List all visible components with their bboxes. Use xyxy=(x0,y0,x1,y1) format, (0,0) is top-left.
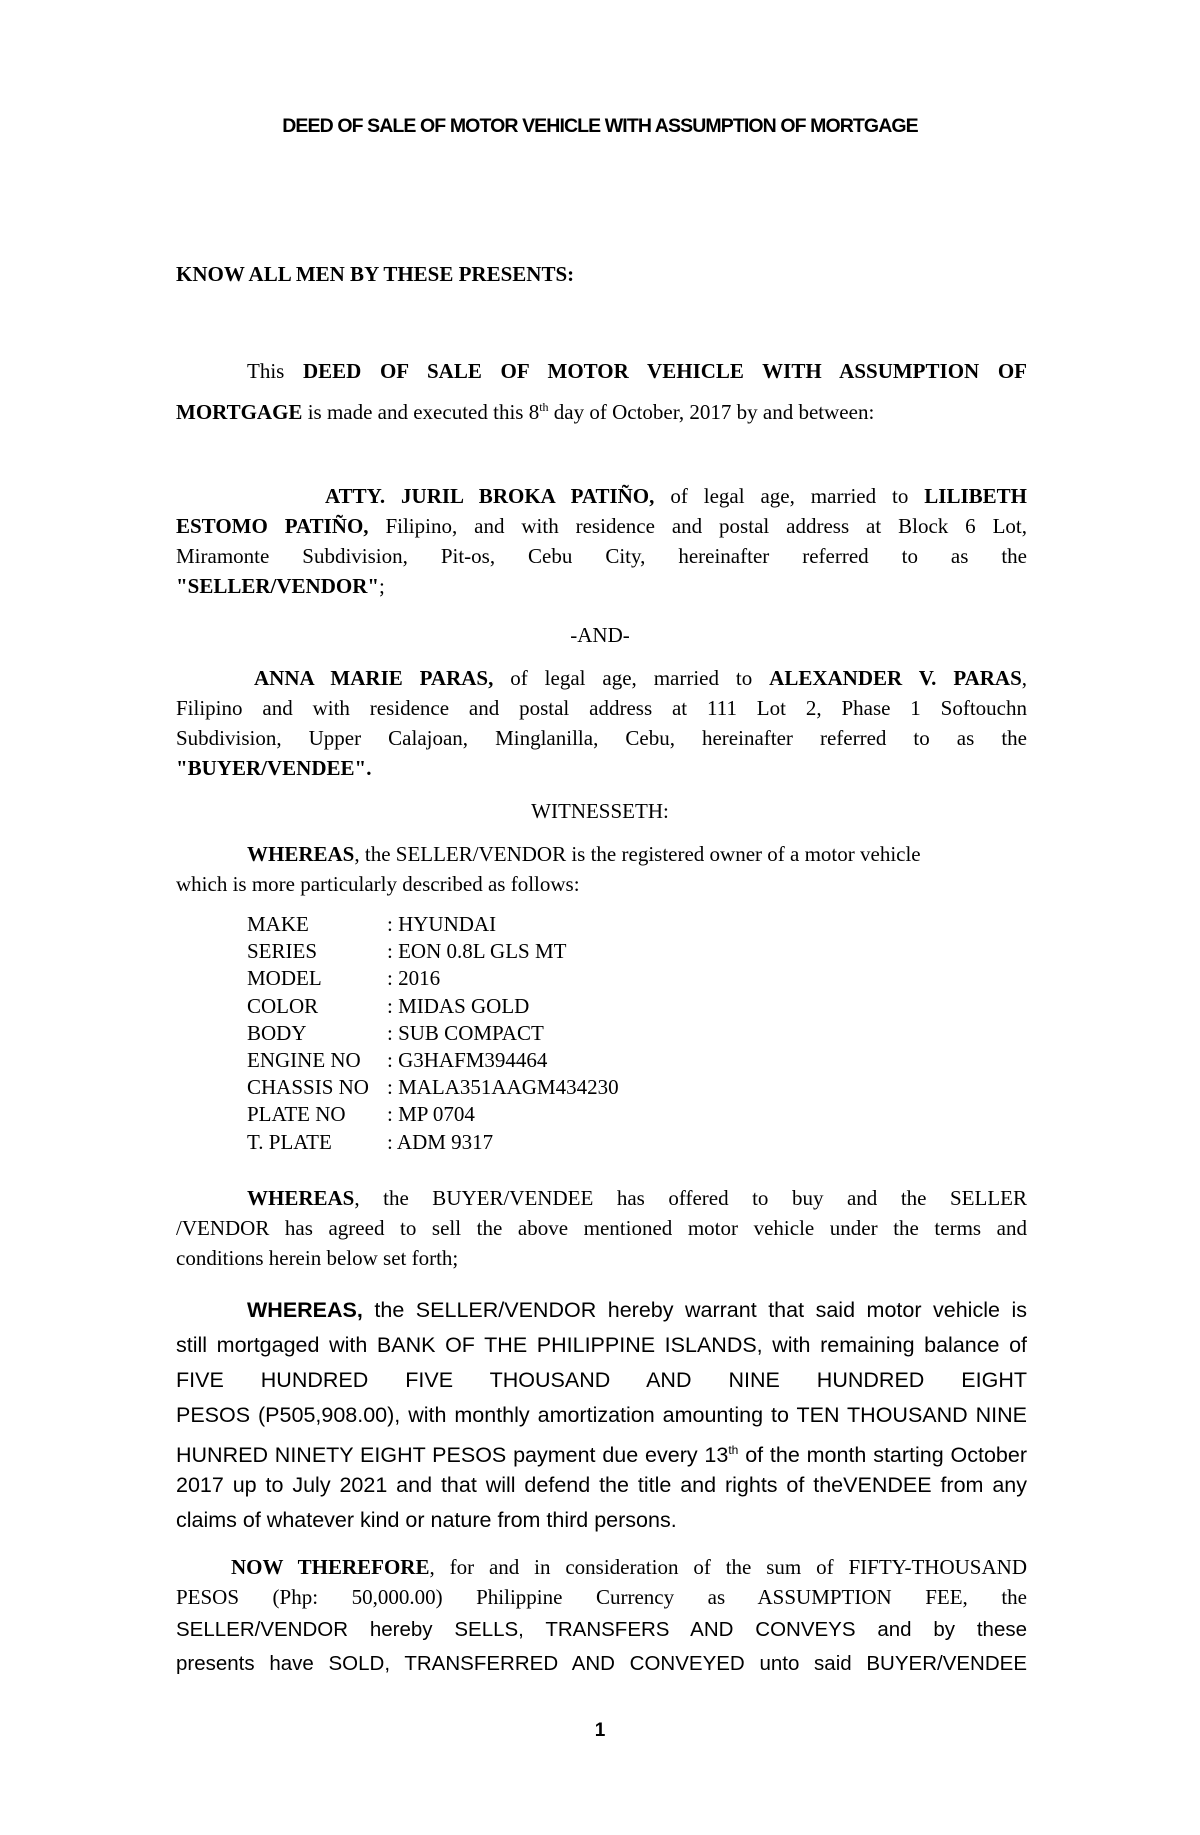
now-therefore-line-4: presents have SOLD, TRANSFERRED AND CONVEYED unto said BUYER/VENDEE xyxy=(176,1652,1027,1675)
spec-key: ENGINE NO xyxy=(247,1048,361,1073)
intro-line-1 xyxy=(247,356,1027,386)
page-number: 1 xyxy=(594,1720,606,1741)
spec-value: : MALA351AAGM434230 xyxy=(387,1075,619,1100)
seller-of-age: of legal age, married to xyxy=(670,484,909,508)
seller-address: Filipino, and with residence and postal address at Block 6 Lot, xyxy=(385,514,1028,538)
spec-row xyxy=(247,1074,619,1101)
spec-key: BODY xyxy=(247,1020,307,1045)
whereas-2-line-2: /VENDOR has agreed to sell the above mentioned motor vehicle under the terms and xyxy=(176,1216,1027,1240)
spec-value: : MIDAS GOLD xyxy=(387,993,530,1018)
seller-line-3: Miramonte Subdivision, Pit-os, Cebu City, hereinafter referred to as the xyxy=(176,544,1027,568)
spec-row xyxy=(247,965,619,992)
now-therefore-line-2: PESOS (Php: 50,000.00) Philippine Currency as ASSUMPTION FEE, the xyxy=(176,1585,1027,1609)
whereas-2-line-1 xyxy=(247,1183,1027,1213)
buyer-line-4 xyxy=(176,753,371,783)
seller-spouse: LILIBETH xyxy=(924,484,1028,508)
seller-line-4 xyxy=(176,571,385,601)
whereas-3-text: the SELLER/VENDOR hereby warrant that said motor vehicle is xyxy=(374,1298,1027,1322)
spec-row xyxy=(247,1129,619,1156)
spec-value: : SUB COMPACT xyxy=(387,1020,544,1045)
witnesseth-heading: WITNESSETH: xyxy=(531,799,669,823)
spec-key: MAKE xyxy=(247,912,309,936)
intro-made: is made and executed this 8 xyxy=(307,400,540,424)
whereas-3-line-1 xyxy=(247,1293,1027,1328)
spec-row xyxy=(247,1047,619,1074)
whereas-3-line-4: PESOS (P505,908.00), with monthly amortization amounting to TEN THOUSAND NINE xyxy=(176,1403,1027,1427)
spec-row xyxy=(247,993,619,1020)
spec-key: PLATE NO xyxy=(247,1102,346,1127)
spec-key: SERIES xyxy=(247,939,318,964)
whereas-2-text: , the BUYER/VENDEE has offered to buy and the SELLER xyxy=(354,1186,1027,1210)
salutation: KNOW ALL MEN BY THESE PRESENTS: xyxy=(176,262,575,286)
whereas-2-lead: WHEREAS xyxy=(247,1186,355,1210)
deed-name-cont: MORTGAGE xyxy=(176,400,303,424)
whereas-1-text: , the SELLER/VENDOR is the registered owner of a motor vehicle xyxy=(354,842,921,866)
buyer-spouse: ALEXANDER V. PARAS xyxy=(769,666,1022,690)
spec-row xyxy=(247,938,619,965)
seller-line-2 xyxy=(176,511,1027,541)
now-therefore-text: , for and in consideration of the sum of FIFTY-THOUSAND xyxy=(429,1555,1027,1579)
whereas-3-line-6: 2017 up to July 2021 and that will defend the title and rights of theVENDEE from any xyxy=(176,1473,1027,1497)
document-title: DEED OF SALE OF MOTOR VEHICLE WITH ASSUMPTION OF MORTGAGE xyxy=(282,115,918,137)
whereas-1-lead: WHEREAS xyxy=(247,842,355,866)
buyer-comma: , xyxy=(1021,666,1028,690)
whereas-3-line-5a: HUNRED NINETY EIGHT PESOS payment due every 13 xyxy=(176,1443,729,1468)
spec-value: : G3HAFM394464 xyxy=(387,1048,548,1073)
seller-role-end: ; xyxy=(379,574,385,598)
seller-spouse-cont: ESTOMO PATIÑO, xyxy=(176,514,369,538)
seller-name: ATTY. JURIL BROKA PATIÑO, xyxy=(325,484,655,508)
spec-key: MODEL xyxy=(247,966,322,991)
spec-row xyxy=(247,1101,619,1128)
now-therefore-lead: NOW THEREFORE xyxy=(231,1555,430,1579)
whereas-3-line-7: claims of whatever kind or nature from third persons. xyxy=(176,1508,677,1532)
spec-value: : ADM 9317 xyxy=(387,1129,494,1154)
buyer-of-age: of legal age, married to xyxy=(510,666,753,690)
spec-key: T. PLATE xyxy=(247,1129,332,1154)
buyer-line-3: Subdivision, Upper Calajoan, Minglanilla, Cebu, hereinafter referred to as the xyxy=(176,726,1027,750)
whereas-1-line-2: which is more particularly described as follows: xyxy=(176,872,580,896)
and-separator: -AND- xyxy=(570,623,630,647)
whereas-3-line-5b: of the month starting October xyxy=(745,1443,1027,1468)
now-therefore-line-3: SELLER/VENDOR hereby SELLS, TRANSFERS AND CONVEYS and by these xyxy=(176,1618,1027,1641)
spec-key: COLOR xyxy=(247,993,319,1018)
spec-value: : EON 0.8L GLS MT xyxy=(387,939,567,964)
buyer-line-1 xyxy=(254,663,1027,693)
whereas-3-lead: WHEREAS, xyxy=(247,1298,363,1322)
whereas-2-line-3: conditions herein below set forth; xyxy=(176,1246,459,1270)
spec-value: : 2016 xyxy=(387,966,441,991)
buyer-role-end: . xyxy=(366,756,372,780)
intro-sup: th xyxy=(539,400,549,414)
intro-rest: day of October, 2017 by and between: xyxy=(553,400,875,424)
buyer-name: ANNA MARIE PARAS, xyxy=(254,666,494,690)
spec-value: : MP 0704 xyxy=(387,1102,475,1127)
deed-name: DEED OF SALE OF MOTOR VEHICLE WITH ASSUMPTION OF xyxy=(302,359,1027,383)
buyer-role: "BUYER/VENDEE" xyxy=(176,756,367,780)
seller-line-1 xyxy=(325,481,1027,511)
spec-row xyxy=(247,1020,619,1047)
vehicle-spec-table xyxy=(247,911,619,1156)
intro-this: This xyxy=(247,359,285,383)
now-therefore-line-1 xyxy=(231,1552,1027,1582)
whereas-3-line-3: FIVE HUNDRED FIVE THOUSAND AND NINE HUNDRED EIGHT xyxy=(176,1368,1027,1392)
intro-line-2 xyxy=(176,392,874,427)
spec-value: : HYUNDAI xyxy=(387,912,497,936)
seller-role: "SELLER/VENDOR" xyxy=(176,574,380,598)
spec-row xyxy=(247,911,619,938)
whereas-1-line-1 xyxy=(247,839,1027,869)
whereas-3-sup: th xyxy=(728,1443,739,1457)
spec-key: CHASSIS NO xyxy=(247,1075,369,1100)
buyer-line-2: Filipino and with residence and postal address at 111 Lot 2, Phase 1 Softouchn xyxy=(176,696,1027,720)
whereas-3-line-2: still mortgaged with BANK OF THE PHILIPPINE ISLANDS, with remaining balance of xyxy=(176,1333,1027,1357)
